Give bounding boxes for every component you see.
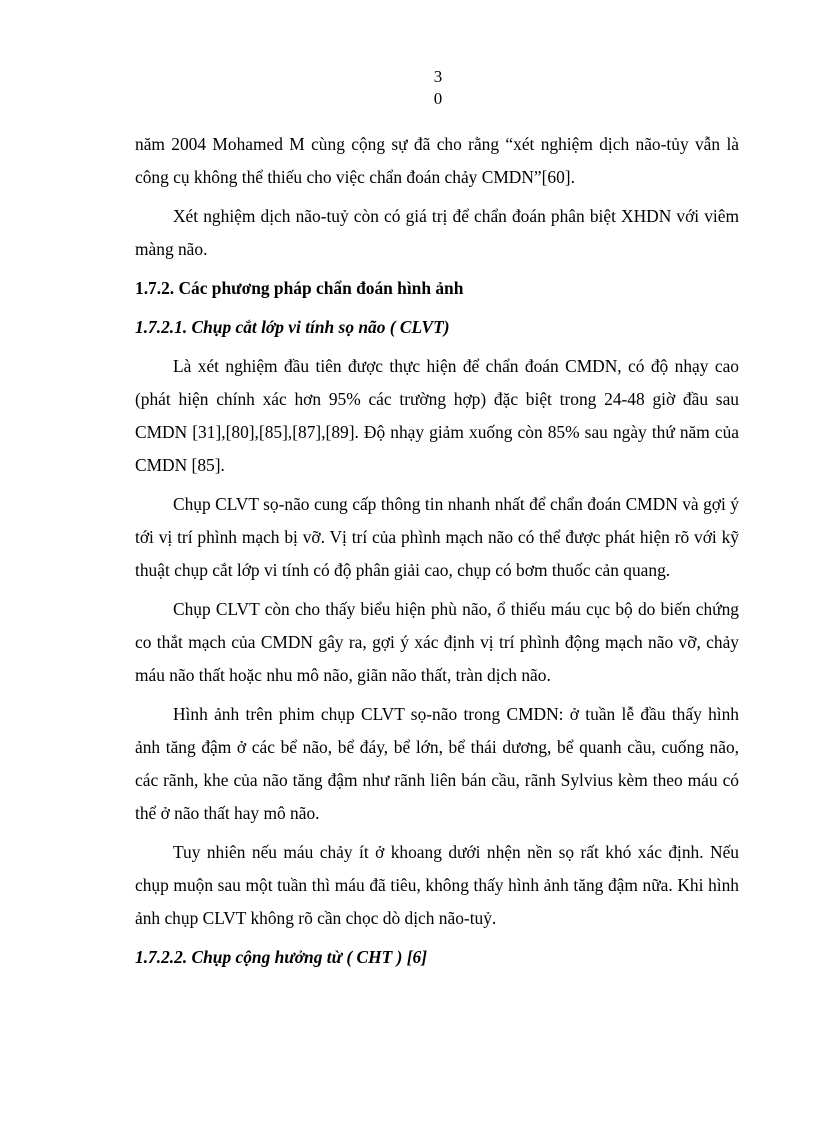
paragraph-csf-test-quote: năm 2004 Mohamed M cùng cộng sự đã cho rằng “xét nghiệm dịch não-tủy vẫn là công cụ không thể thiếu cho việc chẩn đoán chảy CMDN”[60]. — [135, 134, 739, 187]
paragraph-ct-sensitivity: Là xét nghiệm đầu tiên được thực hiện để chẩn đoán CMDN, có độ nhạy cao (phát hiện chính xác hơn 95% các trường hợp) đặc biệt trong 24-48 giờ đầu sau CMDN [31],[80],[85],[87],[89]. Độ nhạy giảm xuống còn 85% sau ngày thứ năm của CMDN [85]. — [135, 356, 739, 475]
page-number — [0, 66, 816, 110]
section-heading-imaging-methods: 1.7.2. Các phương pháp chẩn đoán hình ảnh — [135, 278, 464, 298]
subsection-heading-ct-scan: 1.7.2.1. Chụp cắt lớp vi tính sọ não ( CLVT) — [135, 317, 450, 337]
subsection-heading-mri: 1.7.2.2. Chụp cộng hưởng từ ( CHT ) [6] — [135, 947, 428, 967]
paragraph-ct-limitations: Tuy nhiên nếu máu chảy ít ở khoang dưới nhện nền sọ rất khó xác định. Nếu chụp muộn sau một tuần thì máu đã tiêu, không thấy hình ảnh tăng đậm nữa. Khi hình ảnh chụp CLVT không rõ cần chọc dò dịch não-tuỷ. — [135, 842, 739, 928]
paragraph-ct-fastest-info: Chụp CLVT sọ-não cung cấp thông tin nhanh nhất để chẩn đoán CMDN và gợi ý tới vị trí phình mạch bị vỡ. Vị trí của phình mạch não có thể được phát hiện rõ với kỹ thuật chụp cắt lớp vi tính có độ phân giải cao, chụp có bơm thuốc cản quang. — [135, 494, 739, 580]
page-number-line-2: 0 — [433, 89, 443, 108]
paragraph-ct-edema: Chụp CLVT còn cho thấy biểu hiện phù não, ổ thiếu máu cục bộ do biến chứng co thắt mạch của CMDN gây ra, gợi ý xác định vị trí phình động mạch não vỡ, chảy máu não thất hoặc nhu mô não, giãn não thất, tràn dịch não. — [135, 599, 739, 685]
page-number-line-1: 3 — [433, 67, 443, 86]
paragraph-csf-differential: Xét nghiệm dịch não-tuỷ còn có giá trị để chẩn đoán phân biệt XHDN với viêm màng não. — [135, 206, 739, 259]
paragraph-ct-findings: Hình ảnh trên phim chụp CLVT sọ-não trong CMDN: ở tuần lễ đầu thấy hình ảnh tăng đậm ở các bể não, bể đáy, bể lớn, bể thái dương, bể quanh cầu, cuống não, các rãnh, khe của não tăng đậm như rãnh liên bán cầu, rãnh Sylvius kèm theo máu có thể ở não thất hay mô não. — [135, 704, 739, 823]
document-body — [135, 128, 739, 980]
